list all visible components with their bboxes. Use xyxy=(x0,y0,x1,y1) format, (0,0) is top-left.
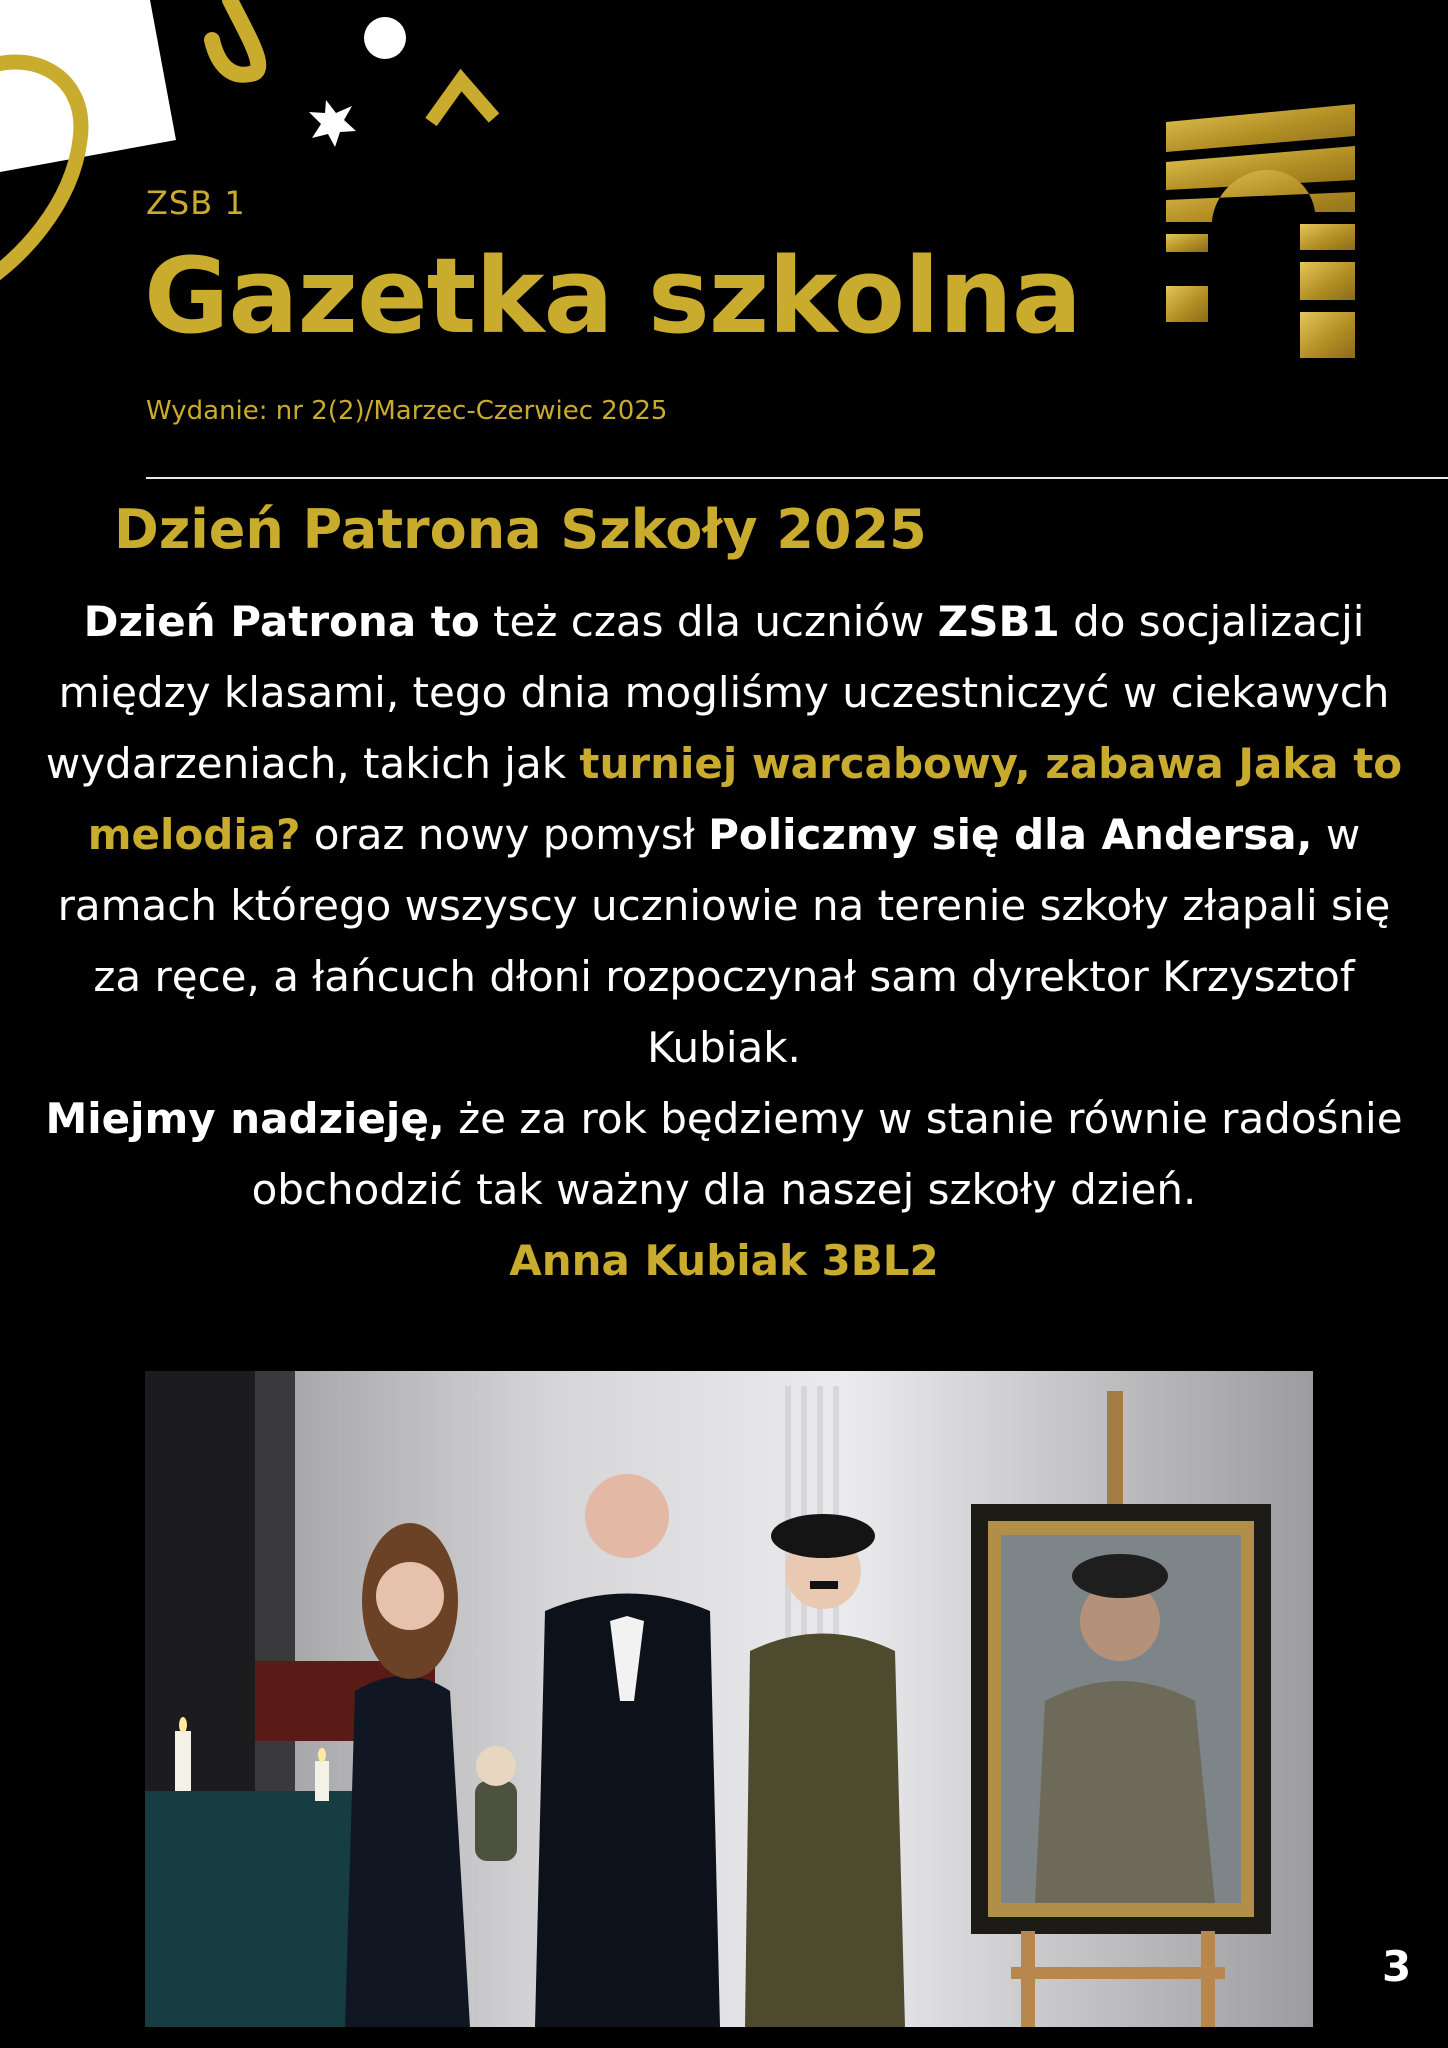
white-paper-shape xyxy=(0,0,176,172)
gold-caret-shape xyxy=(431,80,494,122)
edition-info: Wydanie: nr 2(2)/Marzec-Czerwiec 2025 xyxy=(146,396,668,426)
article-body xyxy=(40,586,1408,1296)
event-photo xyxy=(145,1371,1313,2027)
article-author: Anna Kubiak 3BL2 xyxy=(509,1236,939,1285)
text-run: oraz nowy pomysł xyxy=(300,810,709,859)
text-run: że za rok będziemy w stanie równie radośnie obchodzić tak ważny dla naszej szkoły dzień. xyxy=(251,1094,1403,1214)
header-divider xyxy=(146,477,1448,479)
page-number: 3 xyxy=(1382,1942,1412,1991)
star-shape xyxy=(309,100,356,147)
text-run: do socjalizacji między klasami, tego dnia mogliśmy uczestniczyć w ciekawych wydarzeniach, takich jak xyxy=(45,597,1390,788)
gold-hook-shape xyxy=(212,0,258,75)
arch-logo-icon xyxy=(1160,100,1360,365)
bold-phrase: Dzień Patrona to xyxy=(83,597,480,646)
bold-phrase: ZSB1 xyxy=(937,597,1060,646)
article-title: Dzień Patrona Szkoły 2025 xyxy=(114,498,927,561)
white-dot-shape xyxy=(364,17,406,59)
newsletter-title: Gazetka szkolna xyxy=(144,235,1081,357)
bold-phrase: Miejmy nadzieję, xyxy=(45,1094,445,1143)
text-run: w ramach którego wszyscy uczniowie na terenie szkoły złapali się za ręce, a łańcuch dłoni rozpoczynał sam dyrektor Krzysztof Kubiak. xyxy=(57,810,1391,1072)
text-run: też czas dla uczniów xyxy=(479,597,938,646)
bold-phrase: Policzmy się dla Andersa, xyxy=(708,810,1313,859)
highlighted-events: turniej warcabowy, zabawa Jaka to melodia? xyxy=(87,739,1403,859)
school-name: ZSB 1 xyxy=(146,184,246,222)
